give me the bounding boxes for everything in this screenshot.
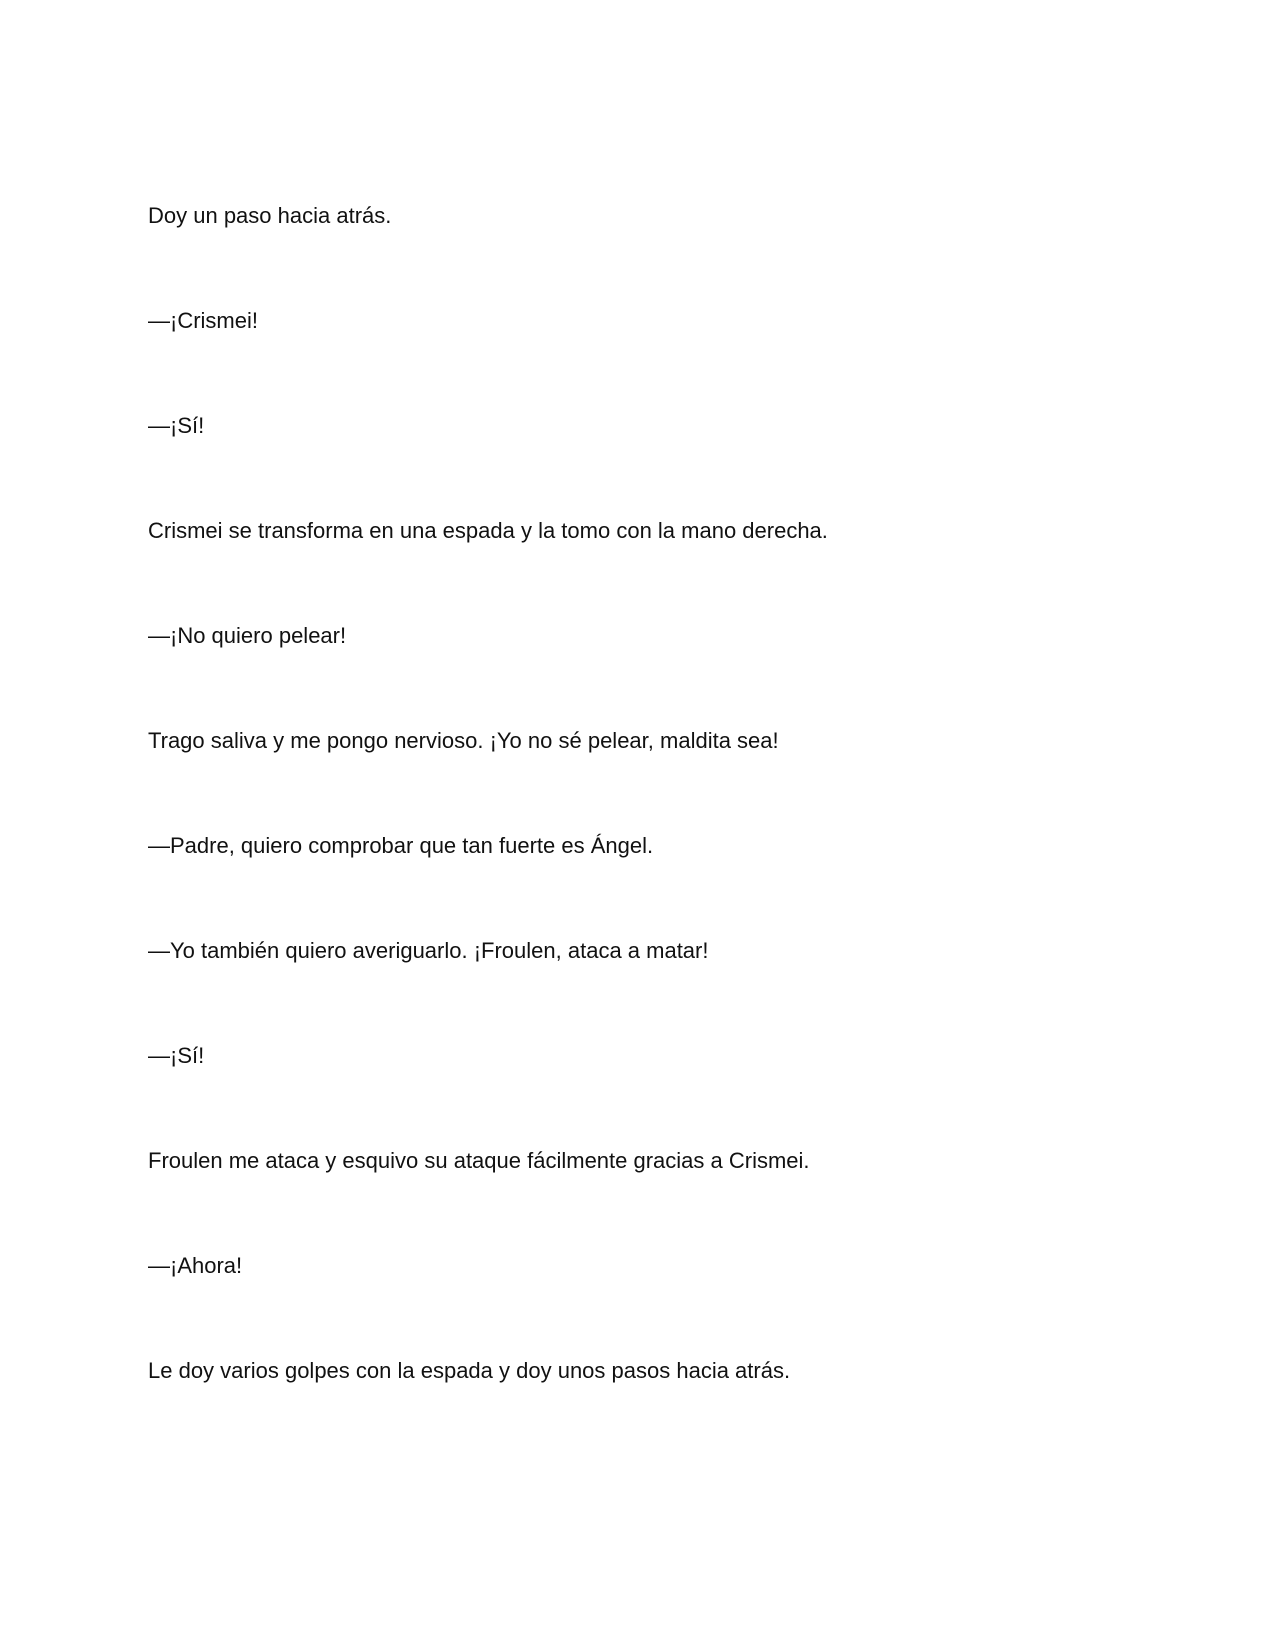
paragraph: Froulen me ataca y esquivo su ataque fácilmente gracias a Crismei.	[148, 1148, 810, 1173]
paragraph: —Padre, quiero comprobar que tan fuerte es Ángel.	[148, 833, 654, 858]
paragraph: —¡Crismei!	[148, 308, 258, 333]
paragraph: —¡Sí!	[148, 413, 205, 438]
paragraph: Crismei se transforma en una espada y la tomo con la mano derecha.	[148, 518, 828, 543]
paragraph: —¡No quiero pelear!	[148, 623, 347, 648]
paragraph: Trago saliva y me pongo nervioso. ¡Yo no sé pelear, maldita sea!	[148, 728, 779, 753]
paragraph: —¡Ahora!	[148, 1253, 243, 1278]
paragraph: Le doy varios golpes con la espada y doy unos pasos hacia atrás.	[148, 1358, 791, 1383]
paragraph: —¡Sí!	[148, 1043, 205, 1068]
paragraph: Doy un paso hacia atrás.	[148, 203, 392, 228]
paragraph: —Yo también quiero averiguarlo. ¡Froulen, ataca a matar!	[148, 938, 709, 963]
